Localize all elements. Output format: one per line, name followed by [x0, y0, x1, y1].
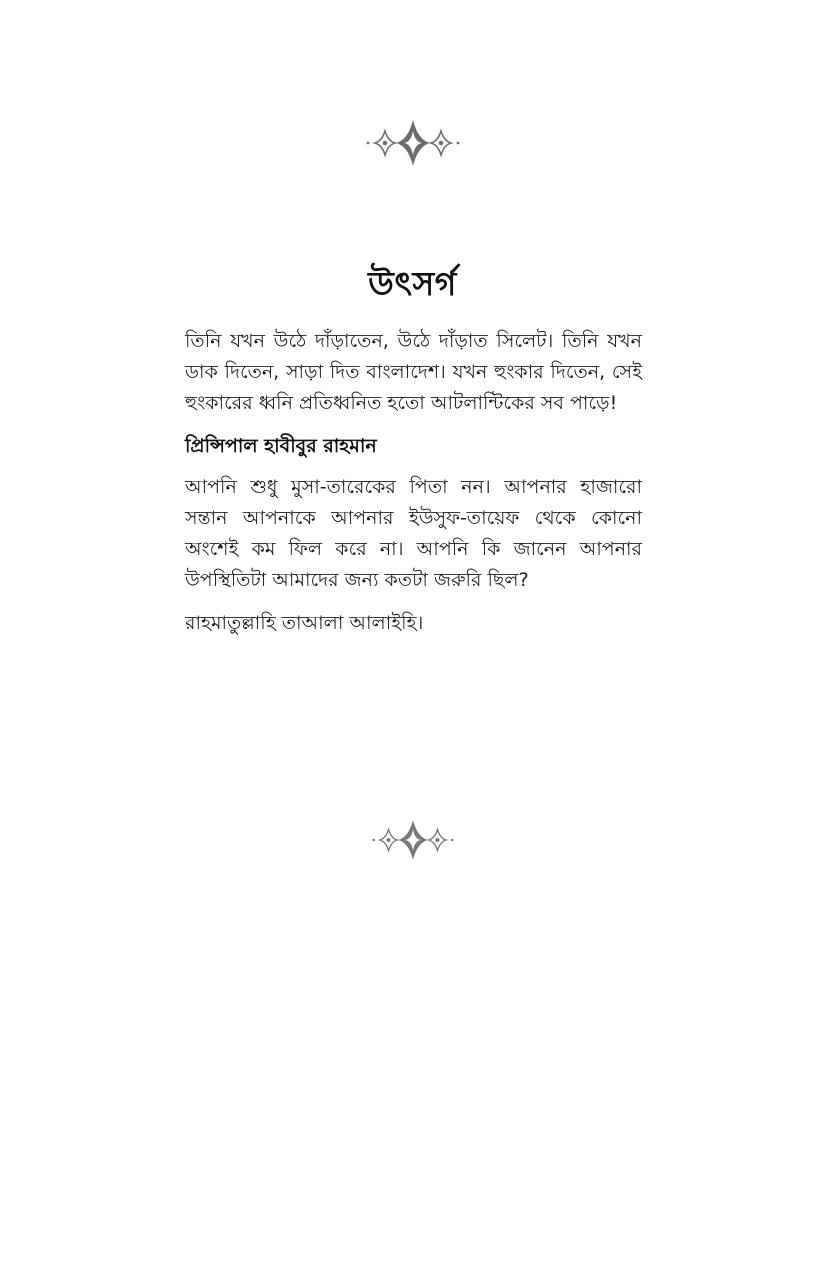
- bottom-ornament: [0, 818, 825, 862]
- top-ornament: [0, 118, 825, 168]
- dedication-closing: রাহমাতুল্লাহি তাআলা আলাইহি।: [185, 612, 424, 634]
- star-ornament-icon: [358, 118, 468, 168]
- page-title: উৎসর্গ: [368, 264, 457, 303]
- dedicatee-name: প্রিন্সিপাল হাবীবুর রাহমান: [185, 435, 377, 457]
- dedication-paragraph-2: আপনি শুধু মুসা-তারেকের পিতা নন। আপনার হাজারো সন্তান আপনাকে আপনার ইউসুফ-তায়েফ থেকে কোনো অংশেই কম ফিল করে না। আপনি কি জানেন আপনার উপস্থিতিটা আমাদের জন্য কতটা জরুরি ছিল?: [185, 476, 642, 591]
- dedication-paragraph-1: তিনি যখন উঠে দাঁড়াতেন, উঠে দাঁড়াত সিলেট। তিনি যখন ডাক দিতেন, সাড়া দিত বাংলাদেশ। যখন হুংকার দিতেন, সেই হুংকারের ধ্বনি প্রতিধ্বনিত হতো আটলান্টিকের সব পাড়ে!: [185, 330, 642, 414]
- star-ornament-icon: [365, 818, 461, 862]
- dedication-body: [185, 326, 642, 651]
